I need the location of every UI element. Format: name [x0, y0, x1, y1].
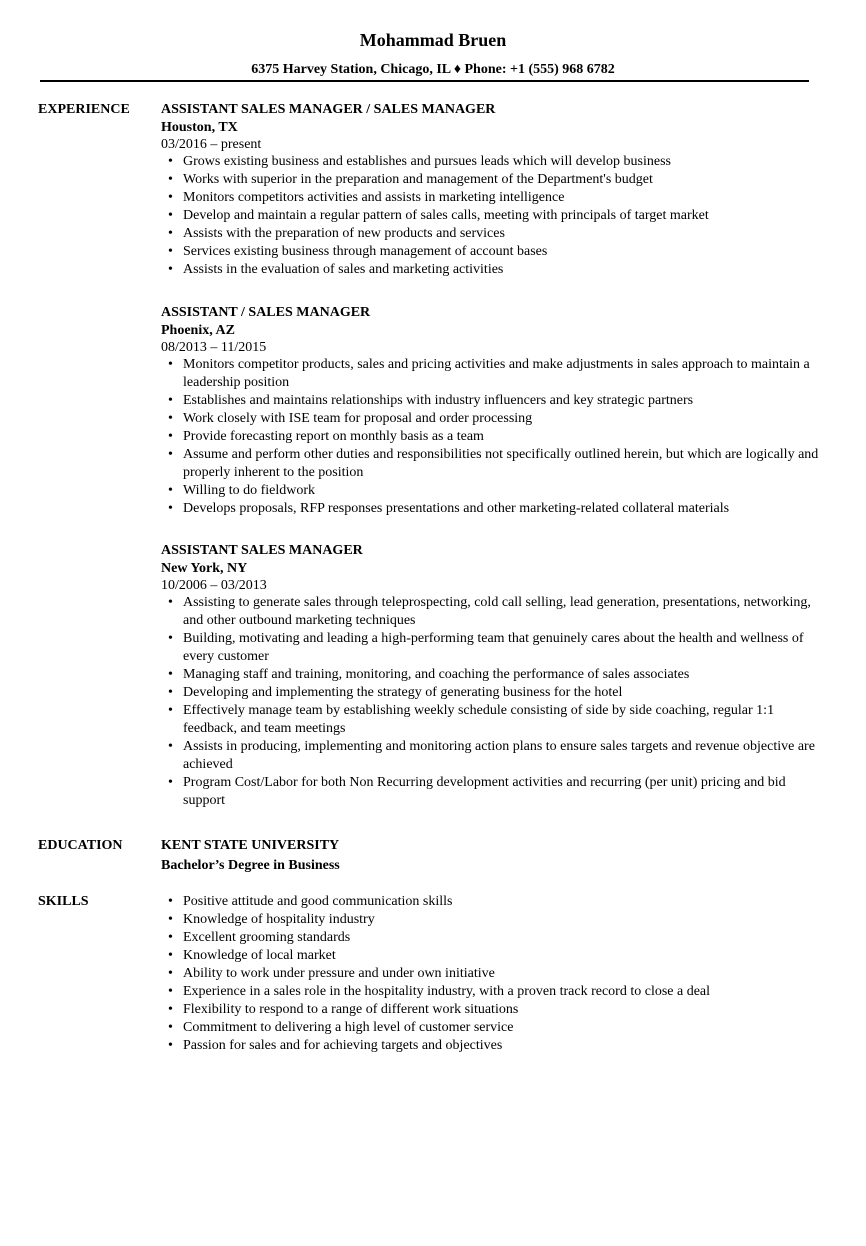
bullet-item: • Monitors competitor products, sales and pricing activities and make adjustments in sales approach to maintain a leadership position — [161, 356, 821, 392]
job-title: ASSISTANT SALES MANAGER / SALES MANAGER — [161, 102, 496, 117]
job-bullets — [161, 594, 821, 810]
skill-item: • Flexibility to respond to a range of different work situations — [161, 1001, 821, 1019]
bullet-item: • Effectively manage team by establishing weekly schedule consisting of side by side coaching, regular 1:1 feedback, and team meetings — [161, 702, 821, 738]
bullet-item: • Grows existing business and establishes and pursues leads which will develop business — [161, 153, 821, 171]
degree: Bachelor’s Degree in Business — [161, 858, 340, 873]
job-dates: 08/2013 – 11/2015 — [161, 340, 267, 355]
bullet-item: • Develops proposals, RFP responses presentations and other marketing-related collateral materials — [161, 500, 821, 518]
job-dates: 03/2016 – present — [161, 137, 262, 152]
skill-item: • Knowledge of hospitality industry — [161, 911, 821, 929]
job-entry — [161, 304, 821, 518]
bullet-item: • Monitors competitors activities and assists in marketing intelligence — [161, 189, 821, 207]
bullet-item: • Work closely with ISE team for proposal and order processing — [161, 410, 821, 428]
job-bullets — [161, 356, 821, 518]
job-bullets — [161, 153, 821, 279]
section-label-experience: EXPERIENCE — [38, 102, 130, 117]
bullet-item: • Building, motivating and leading a high-performing team that genuinely cares about the health and wellness of every customer — [161, 630, 821, 666]
section-label-skills: SKILLS — [38, 894, 89, 909]
bullet-item: • Develop and maintain a regular pattern of sales calls, meeting with principals of target market — [161, 207, 821, 225]
candidate-name: Mohammad Bruen — [359, 30, 507, 50]
school-name: KENT STATE UNIVERSITY — [161, 838, 340, 853]
skill-item: • Ability to work under pressure and under own initiative — [161, 965, 821, 983]
bullet-item: • Establishes and maintains relationships with industry influencers and key strategic partners — [161, 392, 821, 410]
skills-list — [161, 893, 821, 1055]
job-location: New York, NY — [161, 561, 248, 576]
job-entry — [161, 542, 821, 810]
job-entry — [161, 101, 821, 279]
bullet-item: • Developing and implementing the strategy of generating business for the hotel — [161, 684, 821, 702]
job-location: Houston, TX — [161, 120, 238, 135]
skill-item: • Knowledge of local market — [161, 947, 821, 965]
bullet-item: • Assisting to generate sales through teleprospecting, cold call selling, lead generation, presentations, networking, and other outbound marketing techniques — [161, 594, 821, 630]
bullet-item: • Services existing business through management of account bases — [161, 243, 821, 261]
skill-item: • Excellent grooming standards — [161, 929, 821, 947]
bullet-item: • Assists in producing, implementing and monitoring action plans to ensure sales targets and revenue objective are achieved — [161, 738, 821, 774]
job-location: Phoenix, AZ — [161, 323, 235, 338]
bullet-item: • Assume and perform other duties and responsibilities not specifically outlined herein, but which are logically and properly inherent to the position — [161, 446, 821, 482]
bullet-item: • Assists in the evaluation of sales and marketing activities — [161, 261, 821, 279]
bullet-item: • Program Cost/Labor for both Non Recurring development activities and recurring (per unit) pricing and bid support — [161, 774, 821, 810]
education-content — [161, 837, 821, 875]
section-label-education: EDUCATION — [38, 838, 123, 853]
skill-item: • Commitment to delivering a high level of customer service — [161, 1019, 821, 1037]
skill-item: • Passion for sales and for achieving targets and objectives — [161, 1037, 821, 1055]
bullet-item: • Managing staff and training, monitoring, and coaching the performance of sales associates — [161, 666, 821, 684]
bullet-item: • Works with superior in the preparation and management of the Department's budget — [161, 171, 821, 189]
skill-item: • Experience in a sales role in the hospitality industry, with a proven track record to close a deal — [161, 983, 821, 1001]
skills-content — [161, 893, 821, 1055]
contact-line: 6375 Harvey Station, Chicago, IL ♦ Phone: +1 (555) 968 6782 — [251, 62, 615, 77]
header-divider — [40, 80, 809, 82]
bullet-item: • Provide forecasting report on monthly basis as a team — [161, 428, 821, 446]
bullet-item: • Assists with the preparation of new products and services — [161, 225, 821, 243]
bullet-item: • Willing to do fieldwork — [161, 482, 821, 500]
job-title: ASSISTANT SALES MANAGER — [161, 543, 363, 558]
job-dates: 10/2006 – 03/2013 — [161, 578, 267, 593]
job-title: ASSISTANT / SALES MANAGER — [161, 305, 371, 320]
skill-item: • Positive attitude and good communication skills — [161, 893, 821, 911]
